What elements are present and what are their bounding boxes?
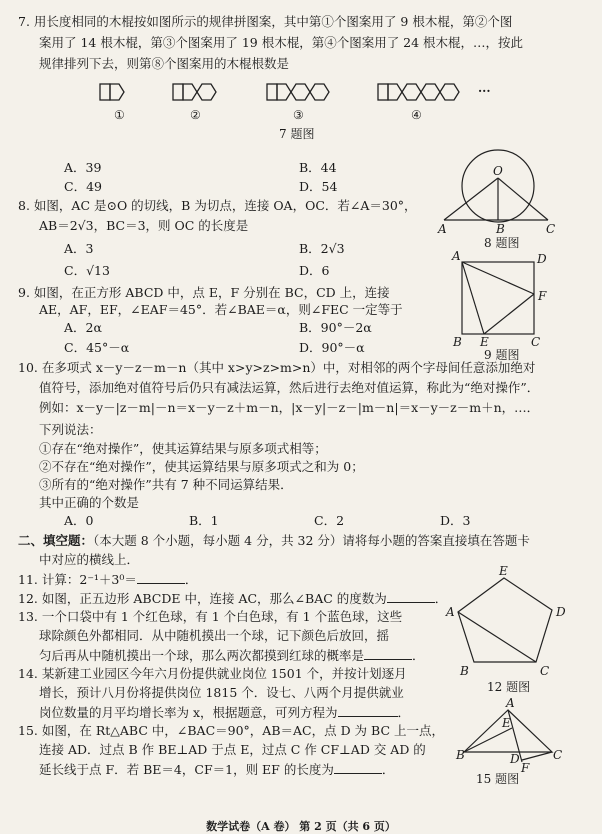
q9-label-e: E — [480, 335, 489, 349]
q10-statement-2: ②不存在“绝对操作”，使其运算结果与原多项式之和为 0； — [39, 459, 364, 474]
q12-answer-blank[interactable] — [387, 590, 435, 603]
q10-statement-1: ①存在“绝对操作”，使其运算结果与原多项式相等； — [39, 441, 327, 456]
q7-caption: 7 题图 — [279, 127, 315, 141]
q9-caption: 9 题图 — [484, 348, 520, 362]
q9-option-a: A．2α — [64, 320, 102, 335]
q7-pattern-4 — [378, 84, 459, 100]
q9-figure — [458, 258, 558, 358]
q12-label-c: C — [540, 664, 550, 678]
q7-number: 7. — [18, 14, 30, 29]
q15-line2: 连接 AD．过点 B 作 BE⊥AD 于点 E，过点 C 作 CF⊥AD 交 AD 的 — [39, 742, 426, 757]
q9-label-d: D — [537, 252, 547, 266]
section2-heading-line2: 中对应的横线上． — [39, 552, 140, 567]
q11-answer-blank[interactable] — [137, 571, 185, 584]
q12-label-e: E — [499, 564, 508, 578]
q9-label-f: F — [538, 289, 547, 303]
q14-line2: 增长，预计八月份将提供岗位 1815 个．设七、八两个月提供就业 — [39, 685, 404, 700]
q7-ellipsis: ··· — [478, 84, 491, 98]
q15-line3: 延长线于点 F．若 BE＝4，CF＝1，则 EF 的长度为 ． — [39, 762, 395, 777]
q13-line3: 匀后再从中随机摸出一个球，那么两次都摸到红球的概率是 ． — [39, 648, 425, 663]
q9-label-b: B — [453, 335, 462, 349]
q9-option-c: C．45°－α — [64, 340, 130, 355]
q7-label-3: ③ — [293, 108, 304, 122]
q10-option-a: A．0 — [64, 513, 94, 528]
q7-pattern-3 — [267, 84, 329, 100]
q14-answer-blank[interactable] — [338, 704, 398, 717]
q7-line1: 7. 用长度相同的木棍按如图所示的规律拼图案，其中第①个图案用了 9 根木棍，第②个图 — [18, 14, 513, 29]
q10-line1: 10. 在多项式 x－y－z－m－n（其中 x>y>z>m>n）中，对相邻的两个字母间任意添加绝对 — [18, 360, 536, 375]
q9-label-c: C — [531, 335, 541, 349]
q12-label-a: A — [446, 605, 455, 619]
q13-answer-blank[interactable] — [364, 647, 412, 660]
q12: 12. 如图，正五边形 ABCDE 中，连接 AC，那么∠BAC 的度数为 ． — [18, 591, 448, 606]
q15-label-a: A — [506, 696, 515, 710]
q10-line5: 其中正确的个数是 — [39, 495, 140, 510]
q10-statement-3: ③所有的“绝对操作”共有 7 种不同运算结果． — [39, 477, 293, 492]
q12-figure — [456, 570, 566, 670]
q12-label-d: D — [556, 605, 566, 619]
q7-pattern-2 — [173, 84, 216, 100]
q13-line2: 球除颜色外都相同．从中随机摸出一个球，记下颜色后放回，摇 — [39, 628, 390, 643]
page-footer: 数学试卷（A 卷） 第 2 页（共 6 页） — [206, 820, 396, 833]
q7-line2: 案用了 14 根木棍，第③个图案用了 19 根木棍，第④个图案用了 24 根木棍，…，按此 — [39, 35, 524, 50]
q15-answer-blank[interactable] — [334, 761, 382, 774]
q14-line1: 14. 某新建工业园区今年六月份提供就业岗位 1501 个，并按计划逐月 — [18, 666, 407, 681]
q15-label-e: E — [502, 716, 511, 730]
q9-label-a: A — [452, 249, 461, 263]
q12-label-b: B — [460, 664, 469, 678]
q9-option-d: D．90°－α — [299, 340, 365, 355]
q15-label-c: C — [553, 748, 563, 762]
q7-option-b: B．44 — [299, 160, 337, 175]
q8-label-o: O — [493, 164, 503, 178]
q12-caption: 12 题图 — [487, 680, 531, 694]
q8-option-c: C．√13 — [64, 263, 110, 278]
q10-line2: 值符号，添加绝对值符号后仍只有减法运算，然后进行去绝对值运算，称此为“绝对操作”． — [39, 380, 540, 395]
q15-line1: 15. 如图，在 Rt△ABC 中，∠BAC＝90°，AB＝AC，点 D 为 BC 上一点， — [18, 723, 444, 738]
q7-pattern-1 — [100, 84, 124, 100]
q8-label-b: B — [496, 222, 505, 236]
q10-option-b: B．1 — [189, 513, 219, 528]
q10-line4: 下列说法： — [39, 422, 102, 437]
q7-label-1: ① — [114, 108, 125, 122]
q8-option-b: B．2√3 — [299, 241, 345, 256]
q15-caption: 15 题图 — [476, 772, 520, 786]
q7-label-2: ② — [190, 108, 201, 122]
q9-line1: 9. 如图，在正方形 ABCD 中，点 E，F 分别在 BC，CD 上，连接 — [18, 285, 390, 300]
q15-label-d: D — [510, 752, 520, 766]
q10-option-c: C．2 — [314, 513, 345, 528]
q13-line1: 13. 一个口袋中有 1 个红色球，有 1 个白色球，有 1 个蓝色球，这些 — [18, 609, 403, 624]
q15-label-b: B — [456, 748, 465, 762]
q7-line3: 规律排列下去，则第⑧个图案用的木棍根数是 — [39, 56, 290, 71]
q8-line1: 8. 如图，AC 是⊙O 的切线，B 为切点，连接 OA，OC．若∠A＝30°， — [18, 198, 417, 213]
q7-option-a: A．39 — [64, 160, 102, 175]
q8-line2: AB＝2√3，BC＝3，则 OC 的长度是 — [39, 218, 249, 233]
q9-line2: AE，AF，EF，∠EAF＝45°．若∠BAE＝α，则∠FEC 一定等于 — [39, 302, 403, 317]
q14-line3: 岗位数量的月平均增长率为 x，根据题意，可列方程为 ． — [39, 705, 411, 720]
q10-line3: 例如：x－y－|z－m|－n＝x－y－z＋m－n，|x－y|－z－|m－n|＝x－y－z－m＋n，…． — [39, 400, 540, 415]
q7-label-4: ④ — [411, 108, 422, 122]
q11: 11. 计算：2⁻¹＋3⁰＝ ． — [18, 572, 198, 587]
q8-label-a: A — [438, 222, 447, 236]
q10-option-d: D．3 — [440, 513, 471, 528]
q7-option-c: C．49 — [64, 179, 102, 194]
q15-label-f: F — [521, 761, 530, 775]
q8-option-a: A．3 — [64, 241, 94, 256]
q8-label-c: C — [546, 222, 556, 236]
q15-figure — [460, 700, 570, 780]
q9-option-b: B．90°－2α — [299, 320, 372, 335]
q8-option-d: D．6 — [299, 263, 330, 278]
q7-option-d: D．54 — [299, 179, 338, 194]
section2-heading: 二、填空题：（本大题 8 个小题，每小题 4 分，共 32 分）请将每小题的答案直接填在答题卡 — [18, 533, 530, 548]
q8-caption: 8 题图 — [484, 236, 520, 250]
